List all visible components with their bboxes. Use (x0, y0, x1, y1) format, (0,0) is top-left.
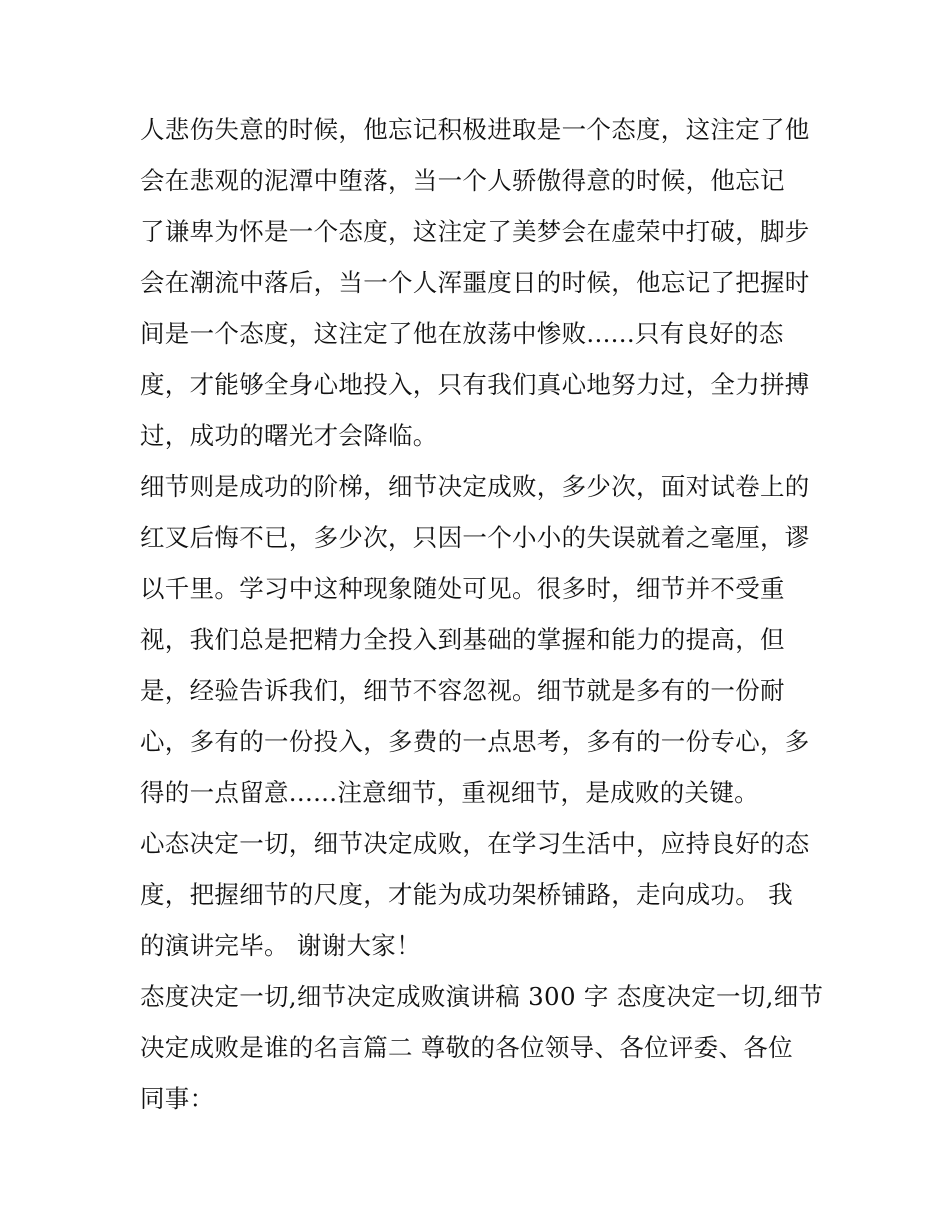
text-line: 心，多有的一份投入，多费的一点思考，多有的一份专心，多 (140, 727, 810, 756)
text-line: 会在悲观的泥潭中堕落，当一个人骄傲得意的时候，他忘记 (140, 166, 785, 195)
text-line: 同事： (140, 1084, 215, 1113)
text-line: 决定成败是谁的名言篇二 尊敬的各位领导、各位评委、各位 (140, 1033, 793, 1062)
text-line: 以千里。学习中这种现象随处可见。很多时，细节并不受重 (140, 574, 785, 603)
text-line: 的演讲完毕。 谢谢大家！ (140, 931, 421, 960)
text-line: 红叉后悔不已，多少次，只因一个小小的失误就着之毫厘，谬 (140, 523, 810, 552)
text-line: 了谦卑为怀是一个态度，这注定了美梦会在虚荣中打破，脚步 (140, 217, 810, 246)
text-line: 态度决定一切,细节决定成败演讲稿 300 字 态度决定一切,细节 (140, 982, 824, 1011)
body-text (140, 104, 824, 1124)
text-line: 会在潮流中落后，当一个人浑噩度日的时候，他忘记了把握时 (140, 268, 810, 297)
text-line: 是，经验告诉我们，细节不容忽视。细节就是多有的一份耐 (140, 676, 785, 705)
text-line: 得的一点留意......注意细节，重视细节，是成败的关键。 (140, 778, 759, 807)
text-line: 人悲伤失意的时候，他忘记积极进取是一个态度，这注定了他 (140, 115, 810, 144)
text-line: 度，把握细节的尺度，才能为成功架桥铺路，走向成功。 我 (140, 880, 793, 909)
text-line: 间是一个态度，这注定了他在放荡中惨败......只有良好的态 (140, 319, 784, 348)
text-line: 心态决定一切，细节决定成败，在学习生活中，应持良好的态 (140, 829, 810, 858)
text-line: 度，才能够全身心地投入，只有我们真心地努力过，全力拼搏 (140, 370, 810, 399)
text-line: 细节则是成功的阶梯，细节决定成败，多少次，面对试卷上的 (140, 472, 810, 501)
text-line: 视，我们总是把精力全投入到基础的掌握和能力的提高，但 (140, 625, 785, 654)
text-line: 过，成功的曙光才会降临。 (140, 421, 438, 450)
